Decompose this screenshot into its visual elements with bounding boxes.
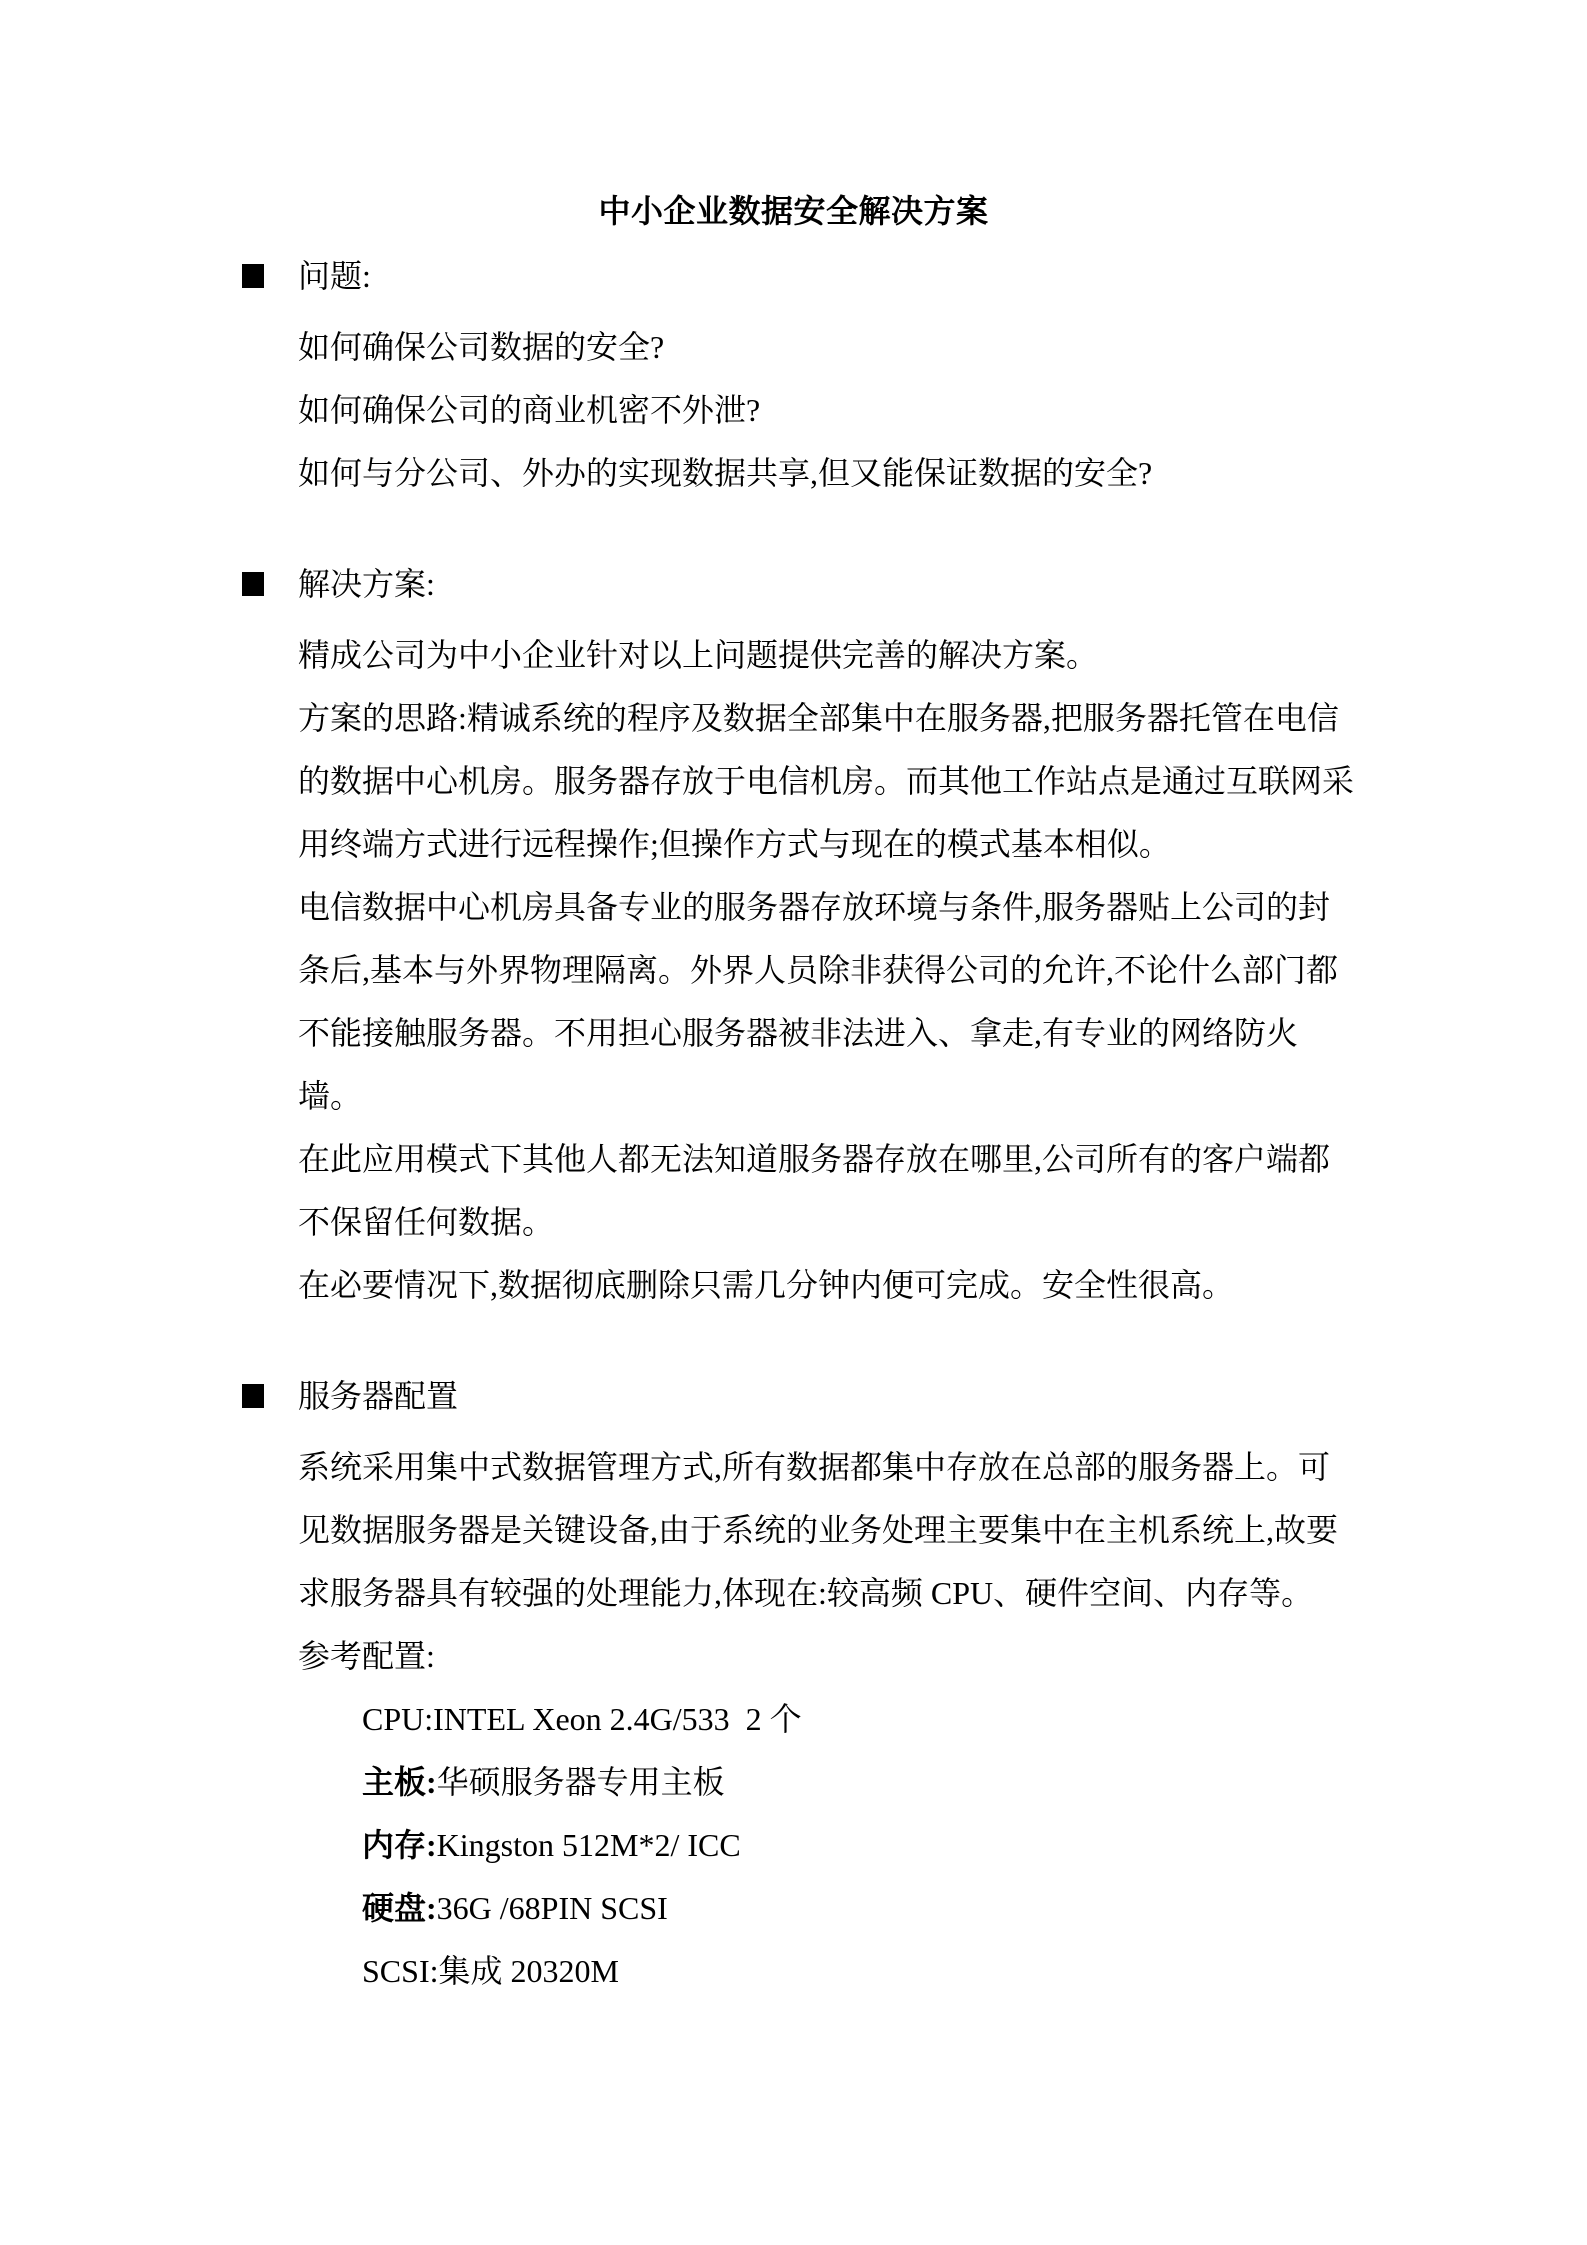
document-body	[298, 245, 1354, 2003]
square-bullet-icon	[242, 1384, 264, 1408]
spec-value: Kingston 512M*2/ ICC	[436, 1827, 741, 1863]
paragraph: 如何确保公司数据的安全?	[298, 329, 665, 365]
paragraph: 参考配置:	[298, 1638, 435, 1674]
spec-value: 集成 20320M	[438, 1953, 619, 1989]
section-heading	[298, 553, 1354, 616]
spec-label: CPU	[362, 1701, 425, 1737]
spec-label: SCSI	[362, 1953, 430, 1989]
spec-value: 36G /68PIN SCSI	[436, 1890, 668, 1926]
paragraph: 方案的思路:精诚系统的程序及数据全部集中在服务器,把服务器托管在电信的数据中心机房。服务器存放于电信机房。而其他工作站点是通过互联网采用终端方式进行远程操作;但操作方式与现在的模式基本相似。	[298, 700, 1355, 862]
spec-row-scsi	[362, 1940, 1354, 2003]
section-heading-text: 解决方案:	[298, 566, 435, 602]
section-problem	[298, 245, 1354, 505]
paragraph: 如何确保公司的商业机密不外泄?	[298, 392, 761, 428]
section-server-config	[298, 1365, 1354, 2003]
spec-separator: :	[424, 1701, 434, 1737]
document-title: 中小企业数据安全解决方案	[598, 193, 989, 229]
spec-value: INTEL Xeon 2.4G/533 2 个	[433, 1701, 802, 1737]
square-bullet-icon	[242, 572, 264, 596]
spec-value: 华硕服务器专用主板	[436, 1764, 725, 1800]
paragraph: 系统采用集中式数据管理方式,所有数据都集中存放在总部的服务器上。可见数据服务器是关键设备,由于系统的业务处理主要集中在主机系统上,故要求服务器具有较强的处理能力,体现在:较高频 CPU、硬件空间、内存等。	[298, 1449, 1339, 1611]
paragraph: 在必要情况下,数据彻底删除只需几分钟内便可完成。安全性很高。	[298, 1267, 1235, 1303]
spec-label: 主板	[362, 1764, 427, 1800]
section-heading-text: 问题:	[298, 258, 371, 294]
spec-separator: :	[426, 1890, 437, 1926]
section-solution	[298, 553, 1354, 1317]
spec-label: 内存	[362, 1827, 427, 1863]
section-heading	[298, 245, 1354, 308]
spec-label: 硬盘	[362, 1890, 427, 1926]
spec-row-harddisk	[362, 1877, 1354, 1940]
paragraph: 精成公司为中小企业针对以上问题提供完善的解决方案。	[298, 637, 1099, 673]
spec-separator: :	[426, 1764, 437, 1800]
spec-row-motherboard	[362, 1751, 1354, 1814]
section-heading-text: 服务器配置	[298, 1378, 459, 1414]
paragraph: 如何与分公司、外办的实现数据共享,但又能保证数据的安全?	[298, 455, 1153, 491]
square-bullet-icon	[242, 264, 264, 288]
spec-separator: :	[426, 1827, 437, 1863]
paragraph: 电信数据中心机房具备专业的服务器存放环境与条件,服务器贴上公司的封条后,基本与外界物理隔离。外界人员除非获得公司的允许,不论什么部门都不能接触服务器。不用担心服务器被非法进入、拿走,有专业的网络防火墙。	[298, 889, 1339, 1114]
spec-row-memory	[362, 1814, 1354, 1877]
spec-row-cpu	[362, 1688, 1354, 1751]
section-heading	[298, 1365, 1354, 1428]
paragraph: 在此应用模式下其他人都无法知道服务器存放在哪里,公司所有的客户端都不保留任何数据。	[298, 1141, 1331, 1240]
spec-separator: :	[429, 1953, 439, 1989]
